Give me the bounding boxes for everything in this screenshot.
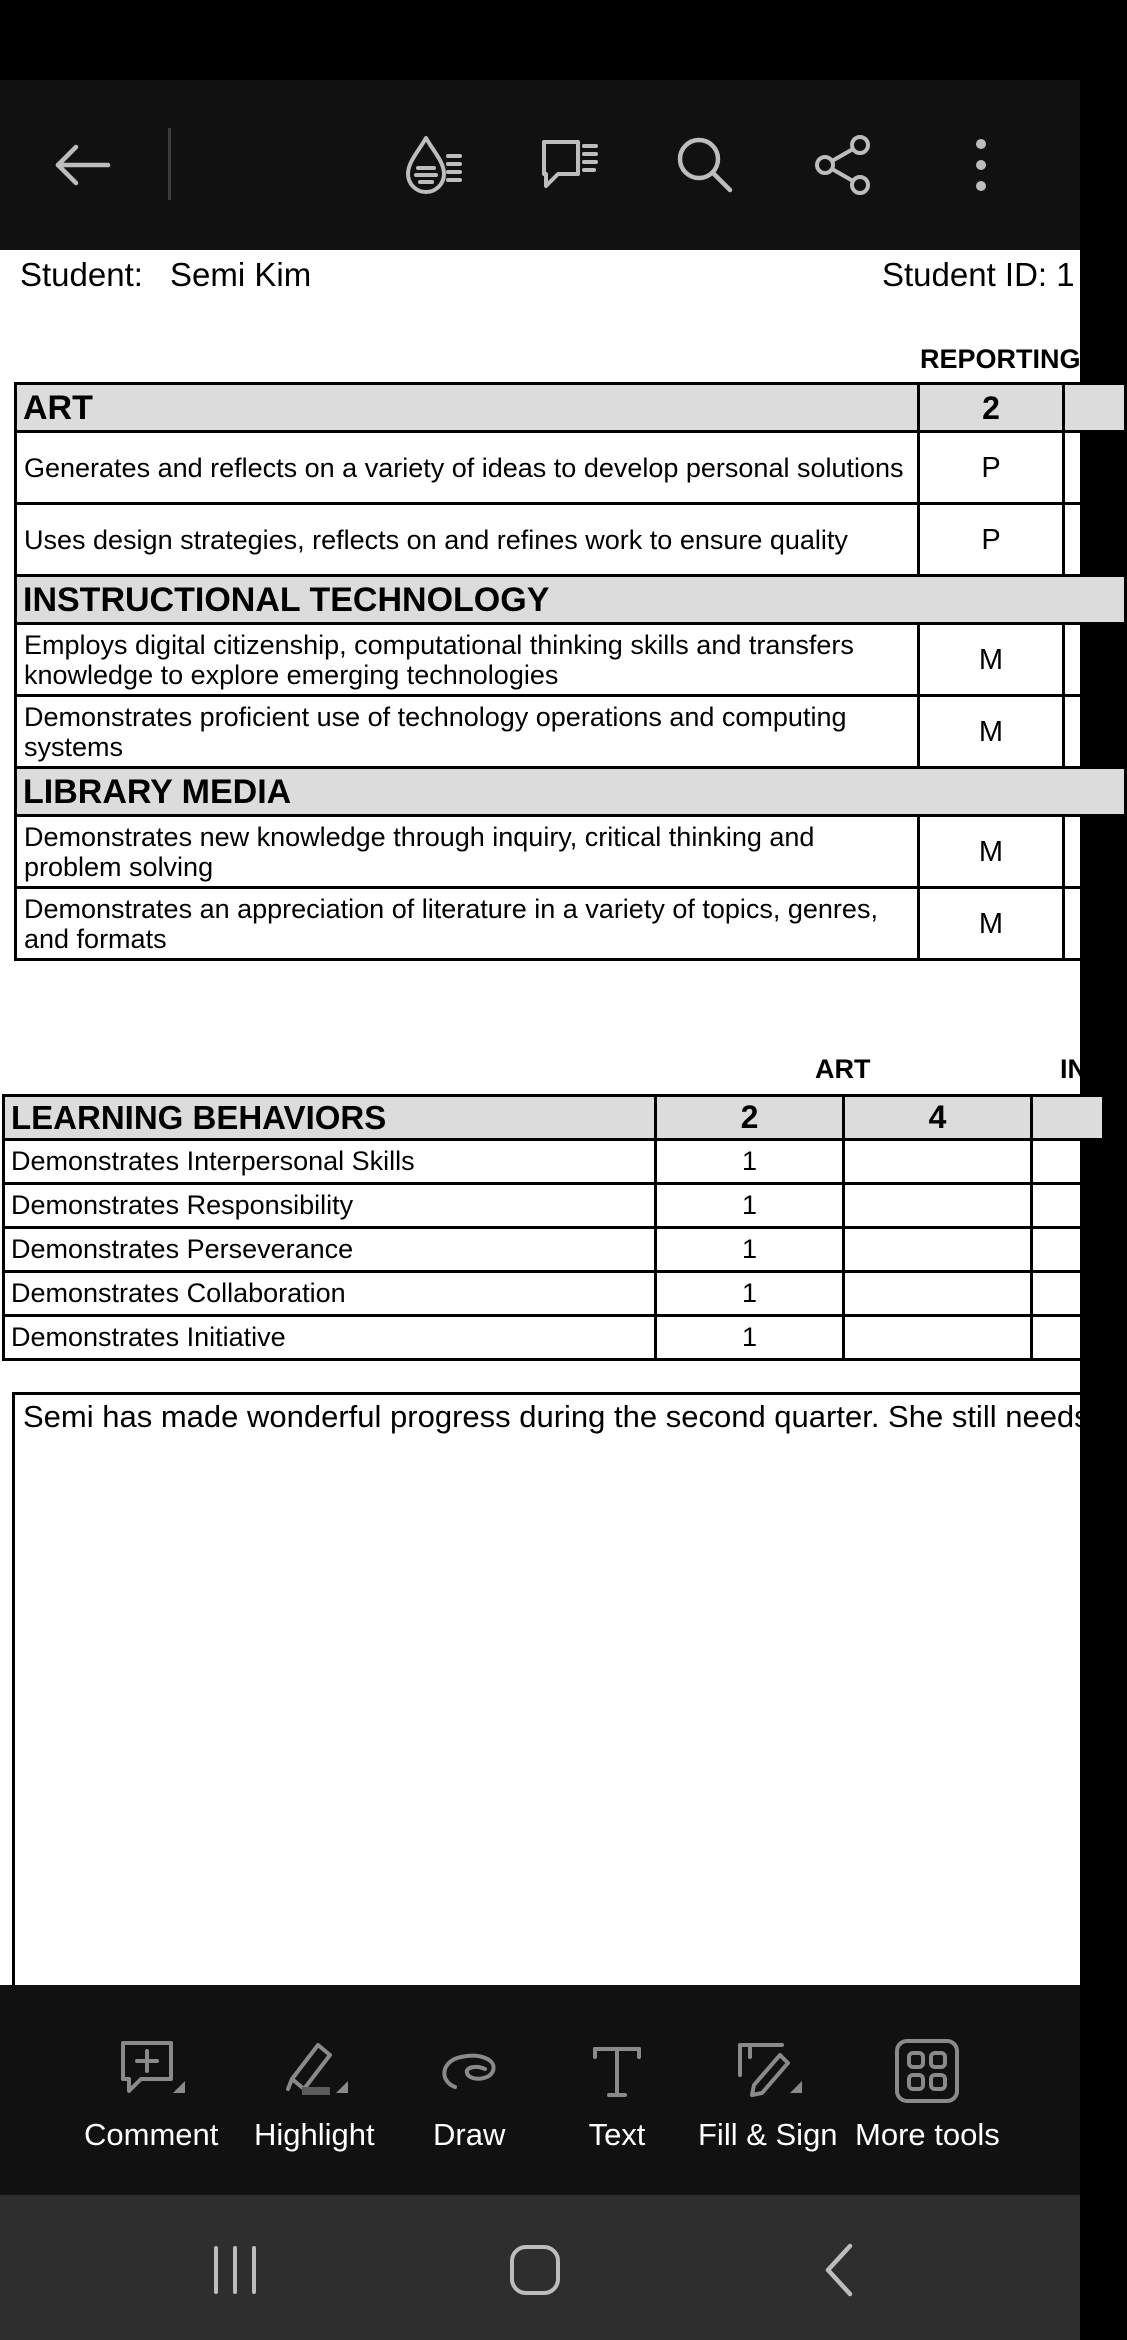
grade-cell: P — [919, 432, 1064, 504]
draw-tool[interactable] — [433, 2035, 505, 2153]
period-header: 2 — [656, 1096, 844, 1140]
behavior-score: 1 — [656, 1272, 844, 1316]
behavior-label: Demonstrates Collaboration — [4, 1272, 656, 1316]
fill-sign-icon — [732, 2035, 804, 2107]
status-bar — [0, 0, 1080, 80]
add-comment-icon — [115, 2035, 187, 2107]
top-toolbar — [0, 80, 1080, 250]
teacher-comment: Semi has made wonderful progress during the second quarter. She still needs c — [12, 1392, 1102, 1992]
liquid-mode-icon — [400, 132, 466, 198]
standard-text: Demonstrates proficient use of technology operations and computing systems — [16, 696, 919, 768]
behavior-score — [844, 1184, 1032, 1228]
table-row — [16, 504, 1126, 576]
standard-text: Uses design strategies, reflects on and refines work to ensure quality — [16, 504, 919, 576]
search-icon — [672, 132, 738, 198]
chevron-left-icon — [820, 2242, 860, 2298]
behavior-score — [844, 1140, 1032, 1184]
behavior-label: Demonstrates Responsibility — [4, 1184, 656, 1228]
table-row — [4, 1184, 1104, 1228]
table-row — [16, 432, 1126, 504]
table-row — [16, 624, 1126, 696]
text-tool-label: Text — [588, 2117, 646, 2152]
behavior-score — [844, 1272, 1032, 1316]
student-id: Student ID: 1 — [882, 256, 1075, 293]
liquid-mode-button[interactable] — [388, 120, 478, 210]
system-navigation-bar — [0, 2195, 1080, 2340]
grade-cell: P — [919, 504, 1064, 576]
behaviors-group-label: ART — [815, 1054, 871, 1084]
behavior-score — [844, 1316, 1032, 1360]
table-row — [4, 1140, 1104, 1184]
table-row — [16, 696, 1126, 768]
behaviors-title: LEARNING BEHAVIORS — [4, 1096, 656, 1140]
subject-header — [16, 384, 1126, 432]
subject-header — [16, 576, 1126, 624]
student-name: Semi Kim — [170, 256, 312, 293]
home-button[interactable] — [490, 2235, 580, 2305]
behavior-score — [844, 1228, 1032, 1272]
subject-title: ART — [16, 384, 919, 432]
arrow-left-icon — [50, 132, 116, 198]
student-label: Student: — [20, 256, 143, 293]
toolbar-divider — [168, 128, 171, 200]
bottom-toolbar — [0, 1985, 1080, 2195]
behavior-label: Demonstrates Interpersonal Skills — [4, 1140, 656, 1184]
table-row — [4, 1272, 1104, 1316]
share-icon — [810, 132, 876, 198]
share-button[interactable] — [798, 120, 888, 210]
standard-text: Generates and reflects on a variety of ideas to develop personal solutions — [16, 432, 919, 504]
period-header: 2 — [919, 384, 1064, 432]
subject-title: INSTRUCTIONAL TECHNOLOGY — [16, 576, 1126, 624]
home-icon — [508, 2243, 562, 2297]
search-button[interactable] — [660, 120, 750, 210]
comments-list-icon — [536, 132, 602, 198]
more-options-button[interactable] — [936, 120, 1026, 210]
highlighter-icon — [278, 2035, 350, 2107]
behavior-label: Demonstrates Initiative — [4, 1316, 656, 1360]
standard-text: Demonstrates an appreciation of literature in a variety of topics, genres, and formats — [16, 888, 919, 960]
table-row — [16, 816, 1126, 888]
behavior-score: 1 — [656, 1316, 844, 1360]
table-row — [4, 1316, 1104, 1360]
grade-cell: M — [919, 888, 1064, 960]
comments-button[interactable] — [524, 120, 614, 210]
subject-title: LIBRARY MEDIA — [16, 768, 1126, 816]
fill-sign-tool-label: Fill & Sign — [698, 2117, 838, 2152]
comment-tool[interactable] — [84, 2035, 218, 2153]
learning-behaviors-table — [2, 1094, 1105, 1361]
more-vertical-icon — [948, 132, 1014, 198]
pdf-page[interactable] — [0, 250, 1114, 1985]
specials-grades-table — [14, 382, 1127, 961]
more-tools-label: More tools — [855, 2117, 1000, 2152]
behaviors-next-group-label: IN — [1060, 1054, 1087, 1084]
behaviors-header — [4, 1096, 1104, 1140]
back-button[interactable] — [38, 120, 128, 210]
grade-cell: M — [919, 624, 1064, 696]
standard-text: Employs digital citizenship, computational thinking skills and transfers knowledge to explore emerging technologies — [16, 624, 919, 696]
behavior-label: Demonstrates Perseverance — [4, 1228, 656, 1272]
table-row — [4, 1228, 1104, 1272]
recent-apps-button[interactable] — [190, 2235, 280, 2305]
text-icon — [581, 2035, 653, 2107]
comment-tool-label: Comment — [84, 2117, 219, 2152]
highlight-tool[interactable] — [254, 2035, 375, 2153]
draw-squiggle-icon — [433, 2035, 505, 2107]
draw-tool-label: Draw — [433, 2117, 506, 2152]
text-tool[interactable] — [581, 2035, 653, 2153]
grid-tools-icon — [891, 2035, 963, 2107]
subject-header — [16, 768, 1126, 816]
reporting-period-header: REPORTING — [920, 344, 1081, 374]
grade-cell: M — [919, 816, 1064, 888]
highlight-tool-label: Highlight — [254, 2117, 375, 2152]
behavior-score: 1 — [656, 1228, 844, 1272]
standard-text: Demonstrates new knowledge through inquiry, critical thinking and problem solving — [16, 816, 919, 888]
system-back-button[interactable] — [795, 2235, 885, 2305]
behavior-score: 1 — [656, 1184, 844, 1228]
period-header: 4 — [844, 1096, 1032, 1140]
grade-cell: M — [919, 696, 1064, 768]
table-row — [16, 888, 1126, 960]
more-tools-button[interactable] — [855, 2035, 1000, 2153]
behavior-score: 1 — [656, 1140, 844, 1184]
fill-sign-tool[interactable] — [698, 2035, 838, 2153]
recent-apps-icon — [210, 2244, 260, 2296]
